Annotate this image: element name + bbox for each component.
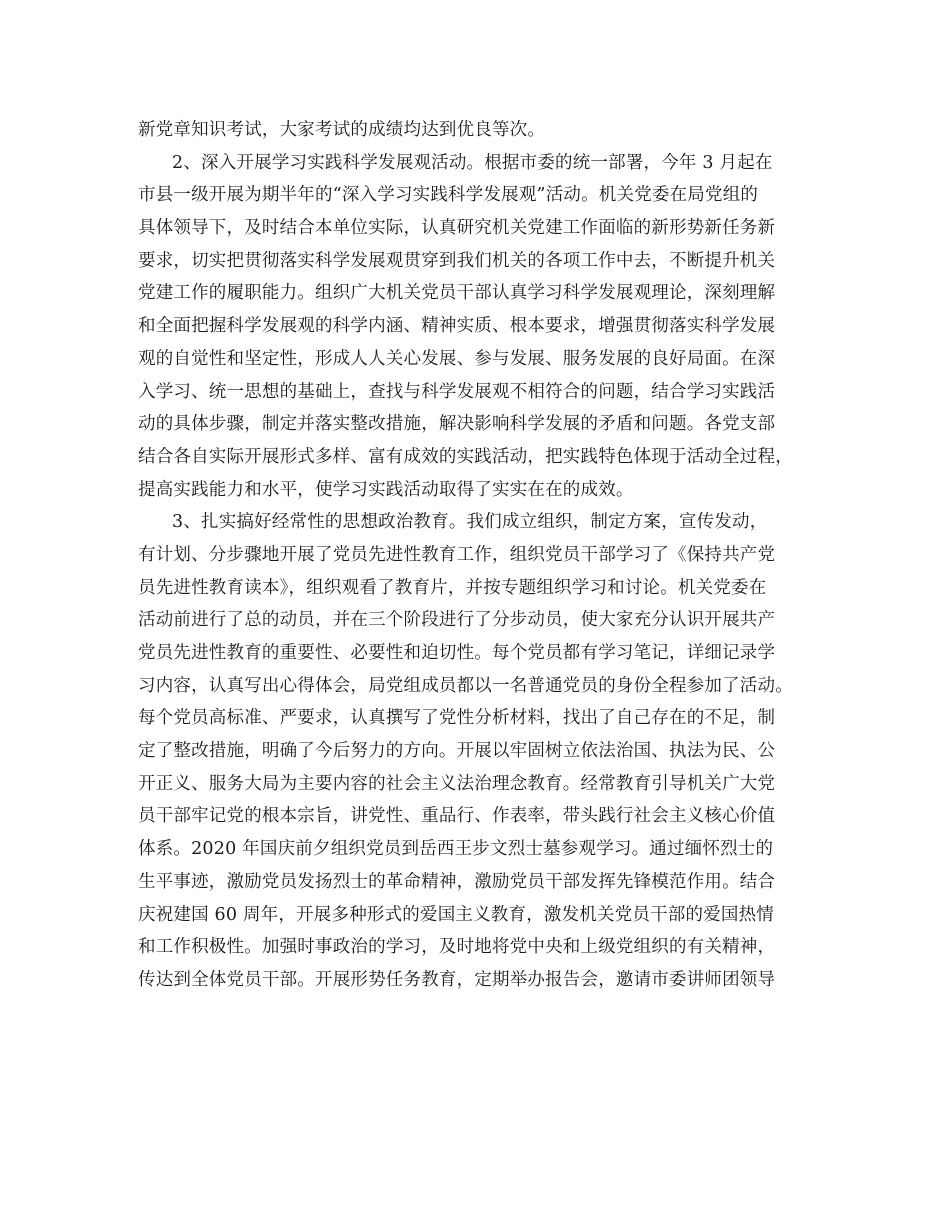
text-line: 定了整改措施，明确了今后努力的方向。开展以牢固树立依法治国、执法为民、公 bbox=[138, 741, 776, 762]
text-line: 观的自觉性和坚定性，形成人人关心发展、参与发展、服务发展的良好局面。在深 bbox=[138, 348, 776, 369]
text-line: 党员先进性教育的重要性、必要性和迫切性。每个党员都有学习笔记，详细记录学 bbox=[138, 643, 776, 663]
text-line: 提高实践能力和水平，使学习实践活动取得了实实在在的成效。 bbox=[138, 479, 634, 500]
text-line: 入学习、统一思想的基础上，查找与科学发展观不相符合的问题，结合学习实践活 bbox=[138, 381, 776, 402]
text-line: 和全面把握科学发展观的科学内涵、精神实质、根本要求，增强贯彻落实科学发展 bbox=[138, 316, 776, 337]
text-line: 和工作积极性。加强时事政治的学习，及时地将党中央和上级党组织的有关精神， bbox=[138, 937, 776, 958]
text-line: 有计划、分步骤地开展了党员先进性教育工作，组织党员干部学习了《保持共产党 bbox=[138, 544, 776, 565]
text-line: 员先进性教育读本》，组织观看了教育片，并按专题组织学习和讨论。机关党委在 bbox=[138, 577, 767, 598]
text-line: 动的具体步骤，制定并落实整改措施，解决影响科学发展的矛盾和问题。各党支部 bbox=[138, 414, 776, 435]
text-line: 开正义、服务大局为主要内容的社会主义法治理念教育。经常教育引导机关广大党 bbox=[138, 773, 776, 794]
text-line: 结合各自实际开展形式多样、富有成效的实践活动，把实践特色体现于活动全过程， bbox=[138, 446, 793, 467]
text-line: 传达到全体党员干部。开展形势任务教育，定期举办报告会，邀请市委讲师团领导 bbox=[138, 969, 776, 990]
paragraph-first-line: 2、深入开展学习实践科学发展观活动。根据市委的统一部署，今年 3 月起在 bbox=[172, 152, 773, 173]
text-line: 市县一级开展为期半年的“深入学习实践科学发展观”活动。机关党委在局党组的 bbox=[138, 185, 759, 206]
text-line: 活动前进行了总的动员，并在三个阶段进行了分步动员，使大家充分认识开展共产 bbox=[138, 610, 776, 631]
text-line: 员干部牢记党的根本宗旨，讲党性、重品行、作表率，带头践行社会主义核心价值 bbox=[138, 806, 776, 827]
text-line: 庆祝建国 60 周年，开展多种形式的爱国主义教育，激发机关党员干部的爱国热情 bbox=[138, 904, 774, 925]
text-line: 习内容，认真写出心得体会，局党组成员都以一名普通党员的身份全程参加了活动。 bbox=[138, 675, 793, 696]
text-line: 体系。2020 年国庆前夕组织党员到岳西王步文烈士墓参观学习。通过缅怀烈士的 bbox=[138, 839, 774, 860]
body-text bbox=[138, 114, 828, 997]
text-line: 新党章知识考试，大家考试的成绩均达到优良等次。 bbox=[138, 120, 546, 140]
text-line: 具体领导下，及时结合本单位实际，认真研究机关党建工作面临的新形势新任务新 bbox=[138, 218, 776, 239]
paragraph-first-line: 3、扎实搞好经常性的思想政治教育。我们成立组织，制定方案，宣传发动， bbox=[172, 512, 768, 533]
text-line: 每个党员高标准、严要求，认真撰写了党性分析材料，找出了自己存在的不足，制 bbox=[138, 708, 776, 729]
text-line: 生平事迹，激励党员发扬烈士的革命精神，激励党员干部发挥先锋模范作用。结合 bbox=[138, 871, 776, 892]
text-line: 党建工作的履职能力。组织广大机关党员干部认真学习科学发展观理论，深刻理解 bbox=[138, 283, 776, 304]
text-line: 要求，切实把贯彻落实科学发展观贯穿到我们机关的各项工作中去，不断提升机关 bbox=[138, 250, 776, 271]
